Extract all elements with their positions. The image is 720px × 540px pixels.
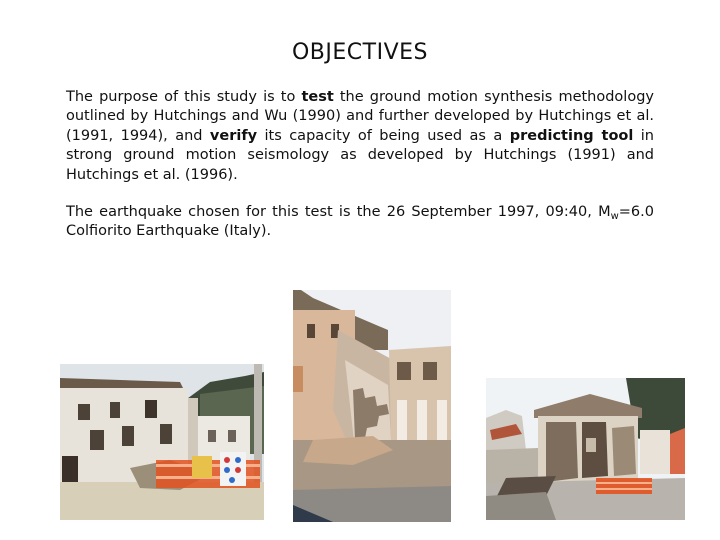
- keyword-predicting-tool: predicting tool: [509, 127, 634, 144]
- damaged-building-photo-3: [486, 378, 685, 520]
- damaged-building-photo-1: [60, 364, 264, 520]
- paragraph1-text-4: in strong ground motion seismology as developed by Hutchings (1991) and Hutchings et al. (1996).: [66, 127, 654, 183]
- earthquake-paragraph: [66, 203, 654, 242]
- paragraph1-text-3: its capacity of being used as a: [257, 127, 510, 144]
- paragraph2-text-2: =6.0 Colfiorito Earthquake (Italy).: [66, 204, 654, 240]
- objective-paragraph: [66, 88, 654, 185]
- slide-title: OBJECTIVES: [291, 40, 428, 65]
- paragraph1-text-2: the ground motion synthesis methodology outlined by Hutchings and Wu (1990) and further developed by Hutchings et al. (1991, 1994), and: [66, 89, 654, 144]
- keyword-verify: verify: [209, 127, 258, 144]
- magnitude-subscript: w: [610, 211, 619, 222]
- paragraph2-text-1: The earthquake chosen for this test is the 26 September 1997, 09:40, M: [66, 204, 611, 220]
- paragraph1-text-1: The purpose of this study is to: [66, 89, 302, 105]
- damaged-building-photo-2: [293, 290, 451, 522]
- keyword-test: test: [301, 89, 334, 105]
